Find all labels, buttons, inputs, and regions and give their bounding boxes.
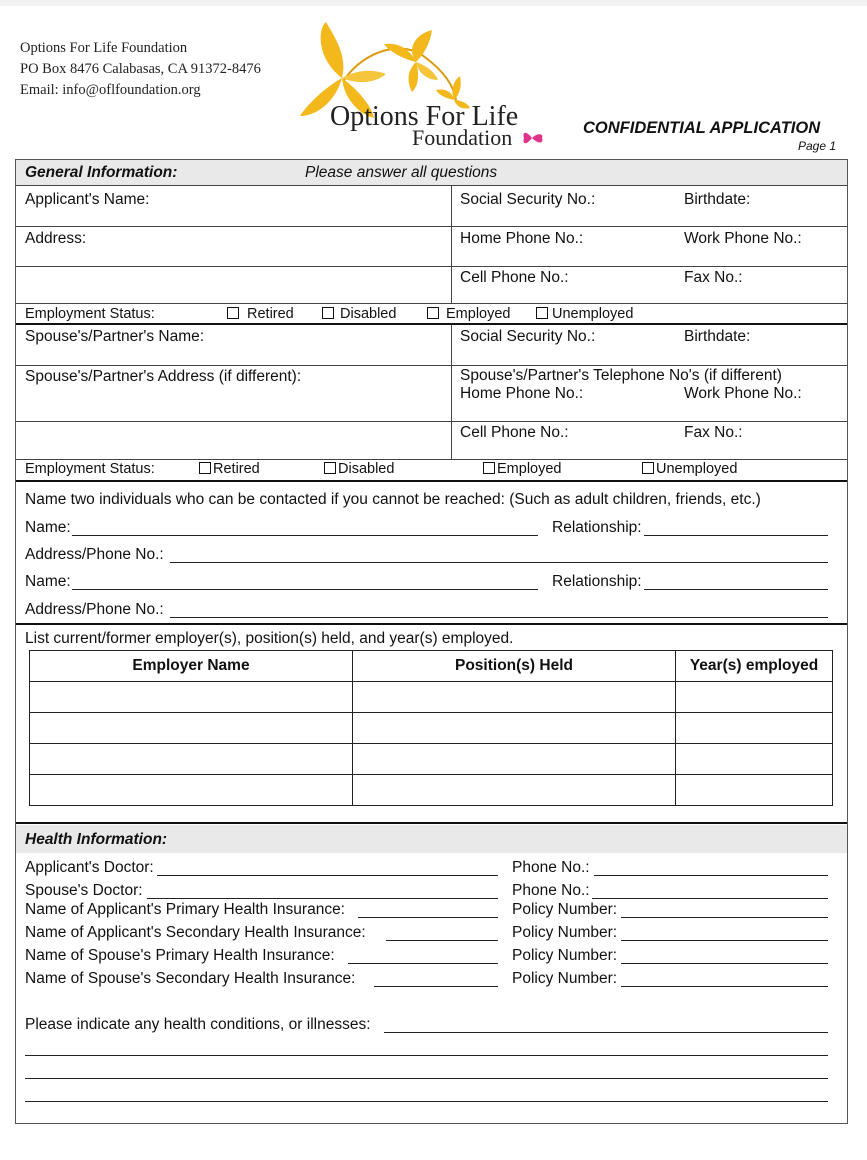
spouse-doctor-label: Spouse's Doctor: — [25, 882, 143, 899]
spouse-retired-label: Retired — [213, 461, 260, 477]
employer-cell[interactable] — [30, 682, 353, 713]
employer-cell[interactable] — [30, 775, 353, 806]
applicant-primary-policy-label: Policy Number: — [512, 901, 618, 918]
spouse-doctor-phone-line[interactable] — [592, 898, 828, 899]
position-cell[interactable] — [353, 713, 676, 744]
document-title: CONFIDENTIAL APPLICATION — [583, 119, 821, 137]
spouse-work-phone-label: Work Phone No.: — [684, 385, 802, 402]
spouse-home-phone-label: Home Phone No.: — [460, 385, 584, 402]
spouse-unemployed-label: Unemployed — [656, 461, 738, 477]
spouse-doctor-phone-label: Phone No.: — [512, 882, 590, 899]
employment-instruction: List current/former employer(s), position(s) held, and year(s) employed. — [25, 630, 514, 647]
employer-cell[interactable] — [30, 713, 353, 744]
contact1-name-label: Name: — [25, 519, 71, 536]
contact2-address-label: Address/Phone No.: — [25, 601, 164, 618]
applicant-retired-label: Retired — [247, 306, 294, 322]
spouse-primary-policy-line[interactable] — [621, 963, 828, 964]
logo-text-line1: Options For Life — [330, 101, 519, 132]
column-divider — [451, 325, 452, 459]
employment-table — [29, 650, 833, 806]
divider — [16, 266, 847, 267]
spouse-name-label: Spouse's/Partner's Name: — [25, 328, 205, 345]
applicant-secondary-insurance-line[interactable] — [386, 940, 498, 941]
applicant-name-label: Applicant's Name: — [25, 191, 150, 208]
spouse-secondary-policy-label: Policy Number: — [512, 970, 618, 987]
applicant-disabled-label: Disabled — [340, 306, 397, 322]
applicant-fax-label: Fax No.: — [684, 269, 743, 286]
applicant-secondary-policy-label: Policy Number: — [512, 924, 618, 941]
years-cell[interactable] — [676, 682, 833, 713]
section-divider — [16, 323, 847, 325]
applicant-work-phone-label: Work Phone No.: — [684, 230, 802, 247]
spouse-address-label: Spouse's/Partner's Address (if different): — [25, 368, 302, 385]
health-conditions-line[interactable] — [25, 1101, 828, 1102]
column-divider — [451, 185, 452, 303]
divider — [16, 421, 847, 422]
top-band — [0, 0, 867, 6]
years-cell[interactable] — [676, 775, 833, 806]
org-address: PO Box 8476 Calabasas, CA 91372-8476 — [20, 61, 261, 77]
general-section-title: General Information: — [25, 164, 178, 181]
contact1-relationship-label: Relationship: — [552, 519, 642, 536]
section-divider — [16, 822, 847, 824]
contact2-name-line[interactable] — [72, 589, 538, 590]
health-conditions-label: Please indicate any health conditions, or illnesses: — [25, 1016, 371, 1033]
positions-header: Position(s) Held — [353, 651, 676, 682]
applicant-employed-checkbox[interactable] — [427, 307, 439, 319]
spouse-disabled-label: Disabled — [338, 461, 395, 477]
spouse-secondary-insurance-line[interactable] — [374, 986, 498, 987]
spouse-primary-policy-label: Policy Number: — [512, 947, 618, 964]
applicant-secondary-insurance-label: Name of Applicant's Secondary Health Insurance: — [25, 924, 366, 941]
applicant-retired-checkbox[interactable] — [227, 307, 239, 319]
applicant-primary-insurance-line[interactable] — [358, 917, 498, 918]
spouse-birthdate-label: Birthdate: — [684, 328, 751, 345]
health-conditions-line[interactable] — [25, 1055, 828, 1056]
contacts-instruction: Name two individuals who can be contacted if you cannot be reached: (Such as adult children, friends, etc.) — [25, 491, 761, 508]
applicant-employment-status-label: Employment Status: — [25, 306, 155, 322]
spouse-ssn-label: Social Security No.: — [460, 328, 596, 345]
contact2-address-line[interactable] — [170, 617, 828, 618]
employment-header-row — [30, 651, 833, 682]
years-header: Year(s) employed — [676, 651, 833, 682]
applicant-secondary-policy-line[interactable] — [621, 940, 828, 941]
position-cell[interactable] — [353, 744, 676, 775]
section-divider — [16, 480, 847, 482]
table-row — [30, 775, 833, 806]
contact1-address-label: Address/Phone No.: — [25, 546, 164, 563]
organization-info — [20, 38, 261, 101]
health-section-title: Health Information: — [25, 831, 168, 848]
table-row — [30, 744, 833, 775]
contact1-relationship-line[interactable] — [644, 535, 828, 536]
spouse-employed-label: Employed — [497, 461, 562, 477]
org-name: Options For Life Foundation — [20, 40, 188, 56]
applicant-address-label: Address: — [25, 230, 87, 247]
contact2-name-label: Name: — [25, 573, 71, 590]
applicant-doctor-line[interactable] — [157, 875, 498, 876]
years-cell[interactable] — [676, 713, 833, 744]
divider — [16, 226, 847, 227]
contact1-name-line[interactable] — [72, 535, 538, 536]
divider — [16, 303, 847, 304]
divider — [16, 185, 847, 186]
applicant-doctor-phone-line[interactable] — [594, 875, 828, 876]
spouse-fax-label: Fax No.: — [684, 424, 743, 441]
spouse-disabled-checkbox[interactable] — [324, 462, 336, 474]
applicant-doctor-label: Applicant's Doctor: — [25, 859, 154, 876]
position-cell[interactable] — [353, 682, 676, 713]
spouse-telephone-label: Spouse's/Partner's Telephone No's (if different) — [460, 367, 782, 384]
applicant-ssn-label: Social Security No.: — [460, 191, 596, 208]
org-email: Email: info@oflfoundation.org — [20, 82, 201, 98]
section-divider — [16, 623, 847, 625]
health-conditions-line[interactable] — [384, 1032, 828, 1033]
applicant-primary-insurance-label: Name of Applicant's Primary Health Insurance: — [25, 901, 345, 918]
table-row — [30, 682, 833, 713]
applicant-birthdate-label: Birthdate: — [684, 191, 751, 208]
contact2-relationship-line[interactable] — [644, 589, 828, 590]
spouse-primary-insurance-line[interactable] — [348, 963, 498, 964]
foundation-logo — [296, 18, 546, 158]
health-conditions-line[interactable] — [25, 1078, 828, 1079]
employer-name-header: Employer Name — [30, 651, 353, 682]
employer-cell[interactable] — [30, 744, 353, 775]
contact2-relationship-label: Relationship: — [552, 573, 642, 590]
spouse-unemployed-checkbox[interactable] — [642, 462, 654, 474]
divider — [16, 365, 847, 366]
applicant-employed-label: Employed — [446, 306, 511, 322]
spouse-cell-phone-label: Cell Phone No.: — [460, 424, 569, 441]
spouse-employed-checkbox[interactable] — [483, 462, 495, 474]
logo-text-line2: Foundation — [412, 125, 513, 150]
applicant-home-phone-label: Home Phone No.: — [460, 230, 584, 247]
spouse-retired-checkbox[interactable] — [199, 462, 211, 474]
applicant-doctor-phone-label: Phone No.: — [512, 859, 590, 876]
applicant-primary-policy-line[interactable] — [621, 917, 828, 918]
table-row — [30, 713, 833, 744]
application-form — [15, 159, 848, 1124]
years-cell[interactable] — [676, 744, 833, 775]
contact1-address-line[interactable] — [170, 562, 828, 563]
applicant-disabled-checkbox[interactable] — [322, 307, 334, 319]
page-number: Page 1 — [798, 139, 837, 153]
applicant-cell-phone-label: Cell Phone No.: — [460, 269, 569, 286]
spouse-secondary-policy-line[interactable] — [621, 986, 828, 987]
spouse-primary-insurance-label: Name of Spouse's Primary Health Insurance: — [25, 947, 335, 964]
spouse-employment-status-label: Employment Status: — [25, 461, 155, 477]
spouse-doctor-line[interactable] — [147, 898, 498, 899]
spouse-secondary-insurance-label: Name of Spouse's Secondary Health Insurance: — [25, 970, 356, 987]
applicant-unemployed-checkbox[interactable] — [536, 307, 548, 319]
general-instruction: Please answer all questions — [305, 164, 498, 181]
applicant-unemployed-label: Unemployed — [552, 306, 634, 322]
position-cell[interactable] — [353, 775, 676, 806]
